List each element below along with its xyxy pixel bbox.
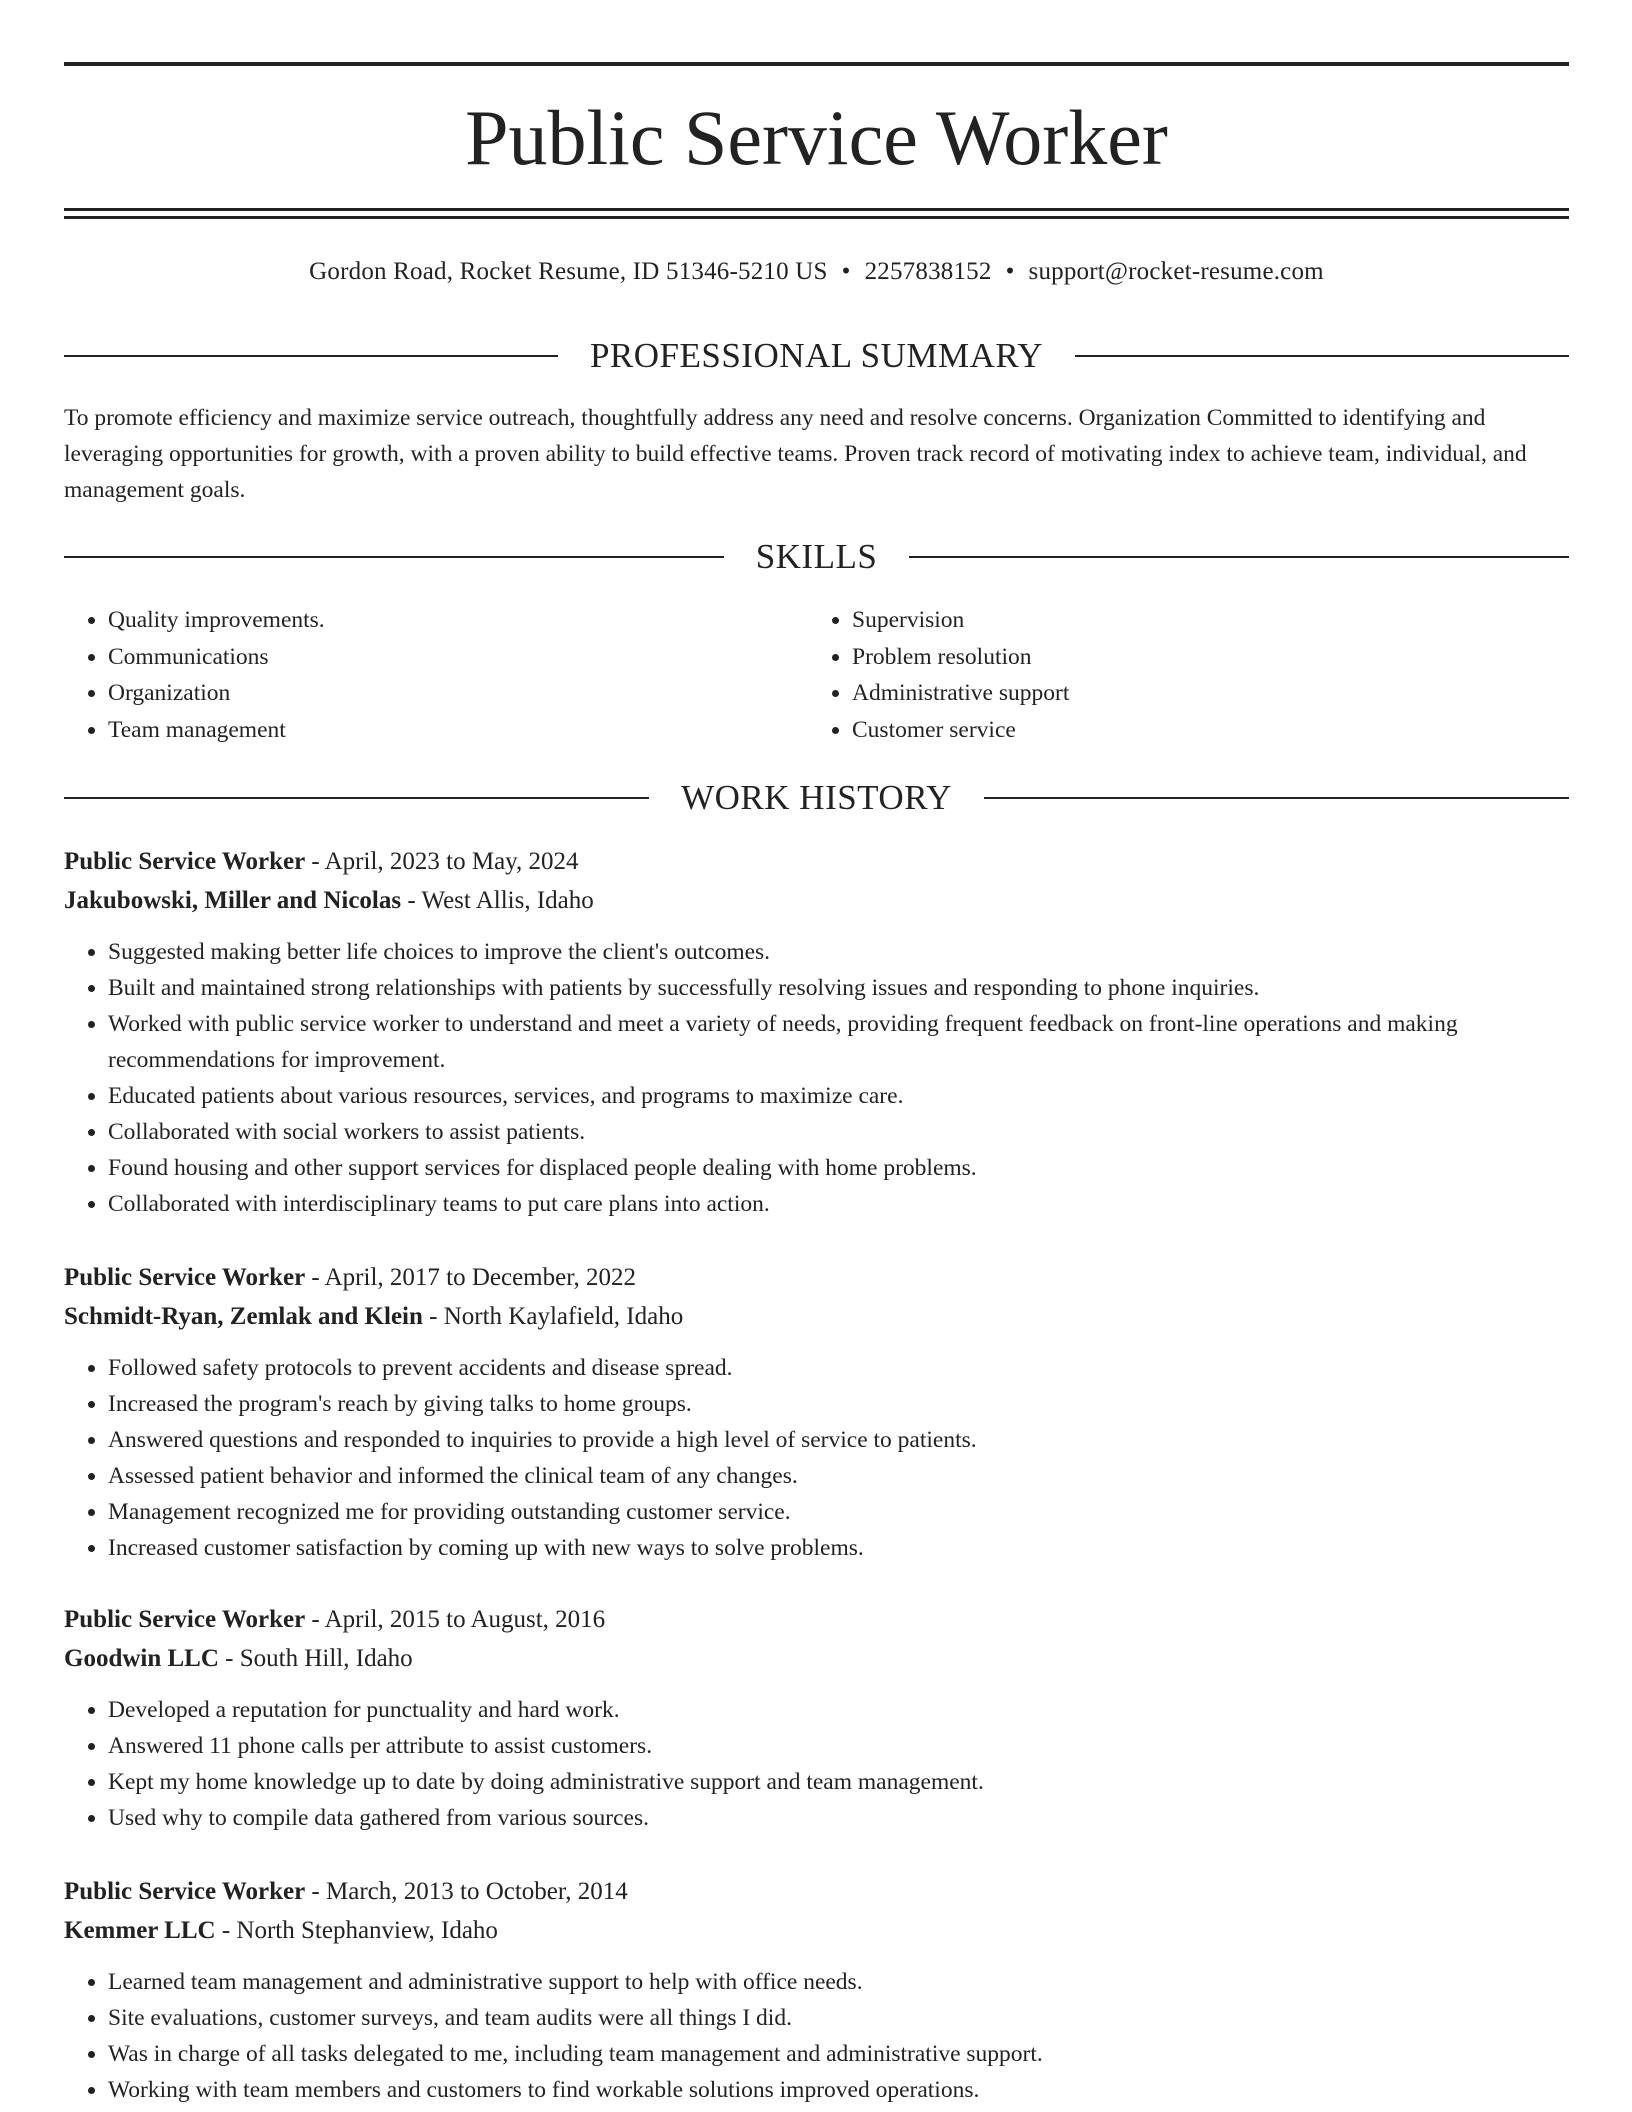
work-history-heading-title: WORK HISTORY (681, 778, 952, 817)
contact-separator: • (841, 258, 851, 285)
skills-column-left (64, 602, 808, 748)
skill-item: • Quality improvements. (108, 602, 808, 639)
job-entry (64, 1872, 1569, 2108)
job-bullet: • Increased customer satisfaction by coming up with new ways to solve problems. (108, 1530, 1569, 1566)
job-bullet: • Working with team members and customers to find workable solutions improved operations. (108, 2072, 1569, 2108)
job-bullet: • Collaborated with interdisciplinary teams to put care plans into action. (108, 1186, 1569, 1222)
header-double-rule-lower (64, 216, 1569, 219)
job-bullet: • Answered questions and responded to inquiries to provide a high level of service to patients. (108, 1422, 1569, 1458)
header-double-rule-upper (64, 208, 1569, 211)
job-bullet: • Kept my home knowledge up to date by doing administrative support and team management. (108, 1764, 1569, 1800)
job-company-line (64, 1297, 1569, 1336)
job-company-line (64, 1639, 1569, 1678)
job-bullet: • Found housing and other support services for displaced people dealing with home problems. (108, 1150, 1569, 1186)
job-location: - West Allis, Idaho (401, 887, 594, 914)
job-company: Goodwin LLC (64, 1645, 219, 1672)
skill-item: • Team management (108, 712, 808, 749)
job-bullet: • Collaborated with social workers to assist patients. (108, 1114, 1569, 1150)
job-title: Public Service Worker (64, 1264, 306, 1291)
job-title: Public Service Worker (64, 1878, 306, 1905)
skill-item: • Communications (108, 639, 808, 676)
contact-email: support@rocket-resume.com (1028, 258, 1324, 285)
job-title: Public Service Worker (64, 848, 306, 875)
job-bullet: • Built and maintained strong relationships with patients by successfully resolving issues and responding to phone inquiries. (108, 970, 1569, 1006)
job-location: - North Stephanview, Idaho (215, 1917, 498, 1944)
skills-list (64, 602, 1569, 748)
skills-column-right (808, 602, 1552, 748)
job-bullets (64, 1350, 1569, 1566)
work-history-heading (64, 776, 1569, 820)
job-title-line (64, 842, 1569, 881)
skills-heading (64, 535, 1569, 579)
job-company: Schmidt-Ryan, Zemlak and Klein (64, 1303, 423, 1330)
job-company-line (64, 881, 1569, 920)
job-dates: - March, 2013 to October, 2014 (305, 1878, 628, 1905)
job-entry (64, 1258, 1569, 1566)
job-bullets (64, 1964, 1569, 2108)
summary-text: To promote efficiency and maximize service outreach, thoughtfully address any need and resolve concerns. Organization Committed to identifying and leveraging opportunities for growth, with a proven ability to build effective teams. Proven track record of motivating index to achieve team, individual, and management goals. (64, 405, 1527, 503)
job-bullet: • Site evaluations, customer surveys, and team audits were all things I did. (108, 2000, 1569, 2036)
summary-heading (64, 334, 1569, 378)
skill-item: • Supervision (852, 602, 1552, 639)
header-top-rule (64, 62, 1569, 66)
job-bullet: • Answered 11 phone calls per attribute to assist customers. (108, 1728, 1569, 1764)
job-bullet: • Learned team management and administrative support to help with office needs. (108, 1964, 1569, 2000)
job-location: - North Kaylafield, Idaho (422, 1303, 684, 1330)
job-company: Jakubowski, Miller and Nicolas (64, 887, 402, 914)
job-entry (64, 842, 1569, 1222)
heading-rule-right (1075, 355, 1569, 357)
job-bullet: • Educated patients about various resources, services, and programs to maximize care. (108, 1078, 1569, 1114)
job-bullet: • Management recognized me for providing outstanding customer service. (108, 1494, 1569, 1530)
summary-heading-title: PROFESSIONAL SUMMARY (589, 336, 1044, 375)
contact-line (64, 254, 1569, 290)
job-title: Public Service Worker (64, 1606, 306, 1633)
contact-phone: 2257838152 (864, 258, 992, 285)
job-bullet: • Assessed patient behavior and informed the clinical team of any changes. (108, 1458, 1569, 1494)
heading-rule-left (64, 797, 649, 799)
heading-rule-right (984, 797, 1569, 799)
job-dates: - April, 2015 to August, 2016 (305, 1606, 606, 1633)
job-bullet: • Was in charge of all tasks delegated to me, including team management and administrative support. (108, 2036, 1569, 2072)
heading-rule-left (64, 556, 724, 558)
skill-item: • Administrative support (852, 675, 1552, 712)
skill-item: • Customer service (852, 712, 1552, 749)
job-company: Kemmer LLC (64, 1917, 216, 1944)
resume-name: Public Service Worker (465, 94, 1168, 181)
skill-item: • Problem resolution (852, 639, 1552, 676)
job-bullet: • Used why to compile data gathered from various sources. (108, 1800, 1569, 1836)
job-bullet: • Suggested making better life choices to improve the client's outcomes. (108, 934, 1569, 970)
job-bullet: • Followed safety protocols to prevent accidents and disease spread. (108, 1350, 1569, 1386)
job-bullet: • Worked with public service worker to understand and meet a variety of needs, providing frequent feedback on front-line operations and making recommendations for improvement. (108, 1006, 1569, 1078)
job-bullets (64, 934, 1569, 1222)
job-entry (64, 1600, 1569, 1836)
job-dates: - April, 2017 to December, 2022 (305, 1264, 637, 1291)
heading-rule-right (909, 556, 1569, 558)
job-dates: - April, 2023 to May, 2024 (305, 848, 579, 875)
job-company-line (64, 1911, 1569, 1950)
contact-separator: • (1005, 258, 1015, 285)
skill-item: • Organization (108, 675, 808, 712)
job-bullet: • Developed a reputation for punctuality and hard work. (108, 1692, 1569, 1728)
skills-heading-title: SKILLS (755, 537, 878, 576)
job-bullet: • Increased the program's reach by giving talks to home groups. (108, 1386, 1569, 1422)
job-location: - South Hill, Idaho (218, 1645, 413, 1672)
contact-address: Gordon Road, Rocket Resume, ID 51346-5210 US (309, 258, 828, 285)
job-title-line (64, 1872, 1569, 1911)
heading-rule-left (64, 355, 558, 357)
job-bullets (64, 1692, 1569, 1836)
job-title-line (64, 1600, 1569, 1639)
job-title-line (64, 1258, 1569, 1297)
